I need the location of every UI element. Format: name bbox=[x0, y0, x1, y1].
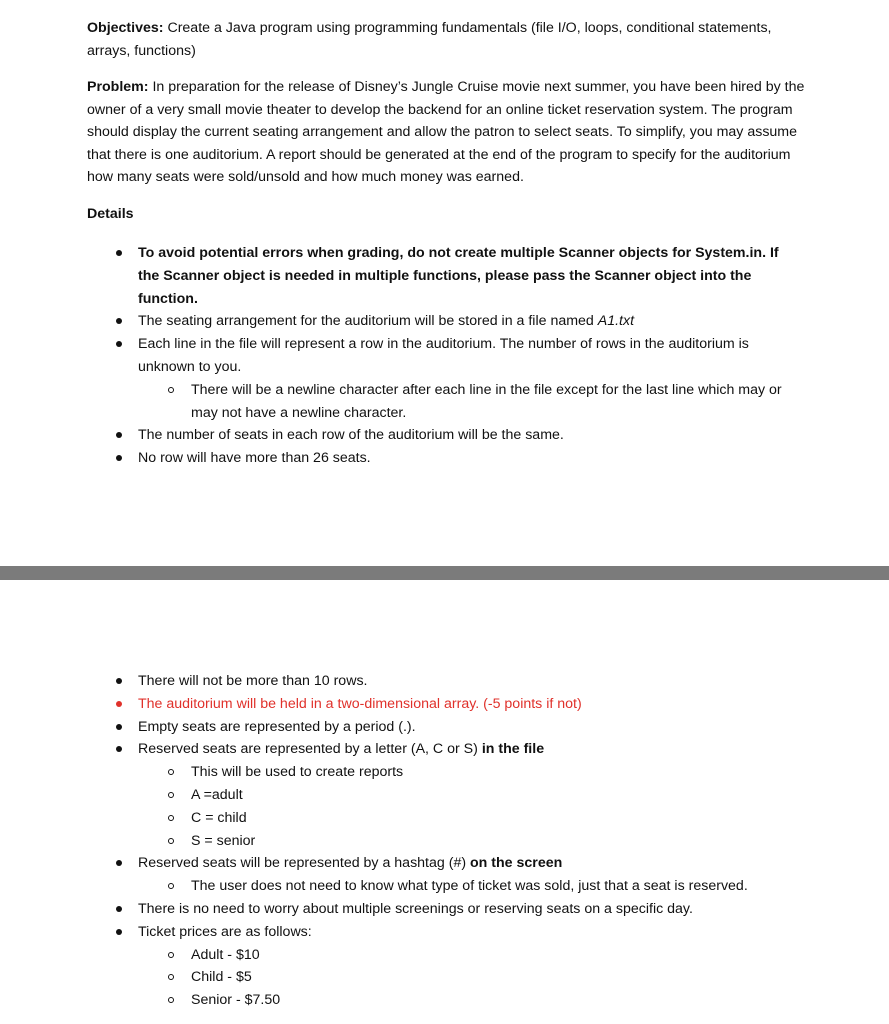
list-item bbox=[0, 738, 800, 852]
document-page-2 bbox=[0, 580, 889, 1024]
sub-list-item-text: A =adult bbox=[191, 786, 243, 803]
list-item-text: The seating arrangement for the auditorium will be stored in a file named bbox=[138, 313, 598, 330]
list-item-text: Empty seats are represented by a period (.). bbox=[138, 718, 416, 735]
list-item-requirement bbox=[0, 693, 800, 716]
sub-list-item-text: This will be used to create reports bbox=[191, 764, 404, 781]
list-item-emphasis: on the screen bbox=[470, 855, 563, 872]
sub-list-item-text: Adult - $10 bbox=[191, 946, 260, 963]
sub-list-item bbox=[138, 875, 800, 898]
file-name: A1.txt bbox=[597, 313, 635, 330]
sub-list-item bbox=[138, 807, 800, 830]
sub-list bbox=[138, 944, 800, 1012]
list-item bbox=[0, 424, 800, 447]
sub-list-item bbox=[138, 966, 800, 989]
details-list-page2 bbox=[0, 670, 889, 1012]
sub-list-item-text: C = child bbox=[191, 809, 247, 826]
sub-list-item bbox=[138, 989, 800, 1012]
details-heading: Details bbox=[87, 206, 134, 222]
list-item-text: Ticket prices are as follows: bbox=[138, 923, 312, 940]
list-item-text: There is no need to worry about multiple screenings or reserving seats on a specific day. bbox=[138, 900, 693, 917]
sub-list-item-text: Senior - $7.50 bbox=[191, 992, 281, 1009]
sub-list-item bbox=[138, 379, 800, 425]
list-item bbox=[0, 242, 800, 310]
list-item-text: To avoid potential errors when grading, do not create multiple Scanner objects for System.in. If the Scanner object is needed in multiple functions, please pass the Scanner object into the function. bbox=[138, 245, 779, 307]
sub-list-item bbox=[138, 784, 800, 807]
list-item bbox=[0, 333, 800, 424]
sub-list-item-text: There will be a newline character after each line in the file except for the last line which may or may not have a newline character. bbox=[191, 381, 782, 421]
sub-list bbox=[138, 875, 800, 898]
sub-list bbox=[138, 379, 800, 425]
list-item-text: There will not be more than 10 rows. bbox=[138, 673, 368, 689]
sub-list-item bbox=[138, 944, 800, 967]
list-item bbox=[0, 898, 800, 921]
details-list-page1 bbox=[0, 242, 889, 470]
list-item-emphasis: in the file bbox=[481, 741, 545, 758]
sub-list-item-text: S = senior bbox=[191, 832, 256, 849]
objectives-paragraph bbox=[87, 17, 807, 62]
list-item-text: Reserved seats are represented by a letter (A, C or S) bbox=[138, 741, 482, 758]
page-separator bbox=[0, 566, 889, 580]
list-item-text: The auditorium will be held in a two-dimensional array. (-5 points if not) bbox=[138, 695, 582, 712]
list-item bbox=[0, 310, 800, 333]
problem-text: In preparation for the release of Disney’s Jungle Cruise movie next summer, you have been hired by the owner of a very small movie theater to develop the backend for an online ticket reservation system. The program should display the current seating arrangement and allow the patron to select seats. To simplify, you may assume that there is one auditorium. A report should be generated at the end of the program to specify for the auditorium how many seats were sold/unsold and how much money was earned. bbox=[87, 79, 805, 186]
list-item-text: Reserved seats will be represented by a hashtag (#) bbox=[138, 855, 471, 872]
list-item-text: No row will have more than 26 seats. bbox=[138, 450, 371, 467]
sub-list-item-text: The user does not need to know what type of ticket was sold, just that a seat is reserved. bbox=[191, 878, 748, 895]
list-item bbox=[0, 447, 800, 470]
objectives-text: Create a Java program using programming fundamentals (file I/O, loops, conditional statements, arrays, functions) bbox=[87, 20, 772, 59]
list-item bbox=[0, 852, 800, 898]
sub-list-item bbox=[138, 830, 800, 853]
sub-list-item bbox=[138, 761, 800, 784]
list-item bbox=[0, 716, 800, 739]
problem-paragraph bbox=[87, 76, 807, 189]
problem-label: Problem: bbox=[87, 79, 149, 95]
objectives-label: Objectives: bbox=[87, 20, 164, 36]
list-item-text: The number of seats in each row of the auditorium will be the same. bbox=[138, 427, 564, 444]
list-item-text: Each line in the file will represent a row in the auditorium. The number of rows in the auditorium is unknown to you. bbox=[138, 336, 749, 375]
sub-list-item-text: Child - $5 bbox=[191, 969, 252, 986]
list-item bbox=[0, 670, 800, 693]
list-item bbox=[0, 921, 800, 1012]
sub-list bbox=[138, 761, 800, 852]
